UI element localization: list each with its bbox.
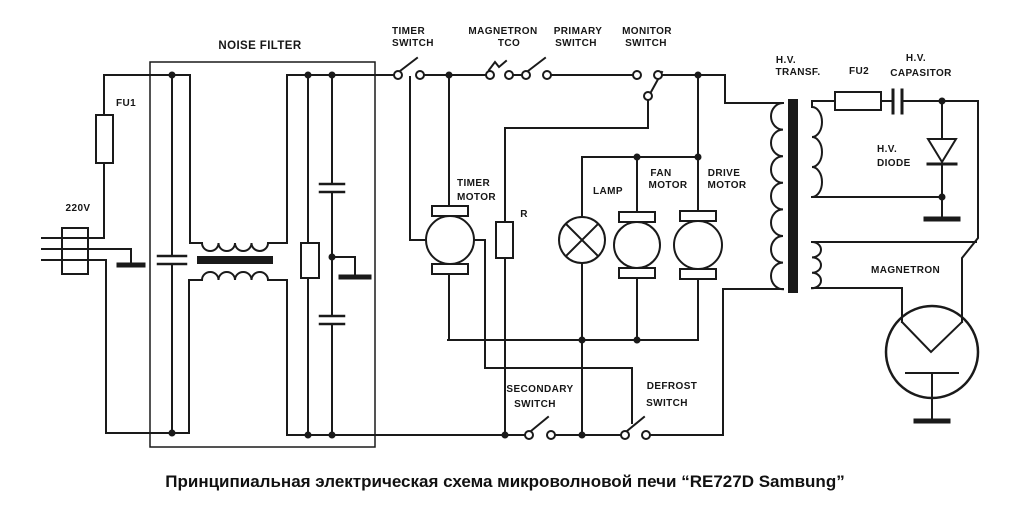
hv-transformer (771, 100, 976, 322)
magnetron-cathode (902, 322, 962, 352)
hv-transformer-label: H.V. (775, 55, 797, 66)
transformer-core (789, 100, 797, 292)
hv-diode-label2: DIODE (877, 158, 911, 169)
schematic-caption: Принципиальная электрическая схема микроволновой печи “RE727D Samвung” (165, 472, 845, 491)
filament-winding (812, 242, 821, 288)
noise-filter (150, 62, 394, 447)
defrost-switch-lever (627, 417, 644, 431)
timer-switch-label2: SWITCH (392, 38, 434, 49)
primary-switch-lever (528, 58, 545, 71)
magnetron (886, 306, 978, 421)
timer-switch (400, 58, 417, 71)
timer-switch-lever (400, 58, 417, 71)
magnetron-anode (906, 373, 958, 419)
secondary-switch-label2: SWITCH (514, 399, 556, 410)
lamp (559, 157, 698, 435)
filter-capacitor-x (158, 75, 186, 433)
defrost-feed-wire (474, 240, 632, 423)
noise-filter-box (150, 62, 375, 447)
monitor-switch (496, 72, 662, 435)
magnetron-tco-label2: TCO (497, 38, 521, 49)
resistor-r-body (496, 222, 513, 258)
primary-switch-label: PRIMARY (553, 26, 603, 37)
primary-winding (771, 103, 783, 289)
fuse-fu1 (96, 75, 190, 163)
choke-core (198, 257, 272, 263)
bottom-rail (287, 289, 783, 435)
drive-motor-label2: MOTOR (707, 180, 747, 191)
lamp-label: LAMP (593, 186, 623, 197)
secondary-switch-label: SECONDARY (506, 384, 574, 395)
resistor-label: R (520, 209, 528, 220)
fu2-label: FU2 (848, 66, 870, 77)
filter-resistor (301, 75, 319, 435)
fan-motor-label2: MOTOR (648, 180, 688, 191)
magnetron-tco-switch (489, 61, 506, 70)
hv-capacitor (893, 90, 978, 322)
filter-capacitors-y (320, 75, 369, 435)
fu1-label: FU1 (115, 98, 137, 109)
hv-transformer-label2: TRANSF. (775, 67, 821, 78)
primary-switch-label2: SWITCH (555, 38, 597, 49)
monitor-switch-label2: SWITCH (625, 38, 667, 49)
magnetron-label: MAGNETRON (871, 265, 941, 276)
hv-capacitor-label2: CAPASITOR (890, 68, 952, 79)
noise-filter-label: NOISE FILTER (218, 40, 302, 52)
hv-winding (812, 101, 835, 197)
tco-lever (489, 61, 506, 70)
timer-motor-label2: MOTOR (457, 192, 497, 203)
hv-capacitor-label: H.V. (905, 53, 927, 64)
fan-motor-label: FAN (650, 168, 672, 179)
timer-motor-label: TIMER (457, 178, 491, 189)
hv-diode-label: H.V. (877, 144, 898, 155)
supply-voltage-label: 220V (65, 203, 91, 214)
defrost-switch-label: DEFROST (646, 381, 698, 392)
fuse-fu2 (835, 92, 891, 110)
line-bus-top (424, 75, 783, 103)
monitor-switch-label: MONITOR (622, 26, 672, 37)
drive-motor (674, 75, 722, 340)
mains-plug-220v (42, 163, 189, 433)
drive-motor-label: DRIVE (707, 168, 741, 179)
timer-switch-label: TIMER (392, 26, 426, 37)
defrost-switch-label2: SWITCH (646, 398, 688, 409)
filter-choke (189, 75, 287, 435)
primary-switch (528, 58, 545, 71)
secondary-switch-lever (531, 417, 548, 431)
magnetron-tco-label: MAGNETRON (468, 26, 538, 37)
